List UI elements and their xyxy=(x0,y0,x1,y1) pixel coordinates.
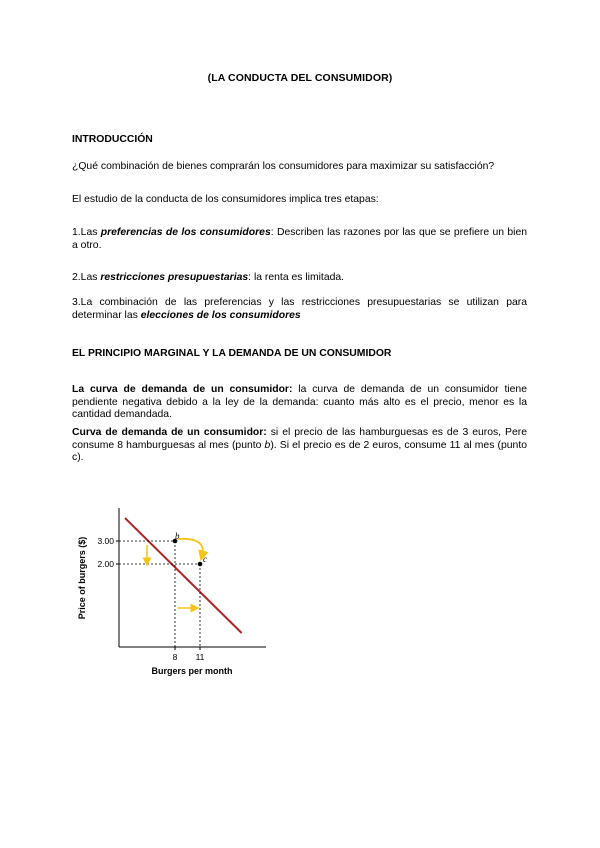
y-tick-label: 3.00 xyxy=(97,536,114,546)
para2-text1: si el precio de las hamburguesas es de 3 euros, Pere consume 8 hamburguesas al mes (punto xyxy=(72,427,527,451)
paragraph-demand-curve xyxy=(72,384,527,422)
item1-rest: : Describen las razones por las que se prefiere un bien a otro. xyxy=(72,227,528,251)
demand-chart xyxy=(70,500,270,685)
x-tick-label: 11 xyxy=(195,652,205,662)
y-axis-label: Price of burgers ($) xyxy=(77,536,87,620)
item2-prefix: 2.Las xyxy=(72,272,101,283)
item1-prefix: 1.Las xyxy=(72,227,101,238)
list-item-3 xyxy=(72,297,527,322)
item1-term: preferencias de los consumidores xyxy=(100,227,271,238)
para1-text: la curva de demanda de un consumidor tiene pendiente negativa debido a la ley de la demanda: cuanto más alto es el precio, menor es la cantidad demandada. xyxy=(72,384,527,420)
list-item-2 xyxy=(72,272,527,285)
section2-heading: EL PRINCIPIO MARGINAL Y LA DEMANDA DE UN CONSUMIDOR xyxy=(72,348,392,359)
item2-term: restricciones presupuestarias xyxy=(100,272,249,283)
point-label-b: b xyxy=(175,531,180,541)
y-tick-label: 2.00 xyxy=(97,559,114,569)
para2-text2: ). Si el precio es de 2 euros, consume 11 al mes (punto c). xyxy=(72,439,527,463)
item3-term: elecciones de los consumidores xyxy=(140,309,301,321)
page-title: (LA CONDUCTA DEL CONSUMIDOR) xyxy=(207,72,393,84)
para2-point-b: b xyxy=(264,439,271,451)
para1-label: La curva de demanda de un consumidor: xyxy=(72,384,293,395)
list-item-1 xyxy=(72,227,527,252)
x-axis-label: Burgers per month xyxy=(151,666,233,676)
item2-rest: : la renta es limitada. xyxy=(248,272,345,283)
demand-line xyxy=(125,518,242,633)
paragraph-example xyxy=(72,427,527,465)
movement-arrow xyxy=(178,539,203,556)
point-c xyxy=(198,562,203,567)
x-tick-label: 8 xyxy=(172,652,178,662)
intro-heading: INTRODUCCIÓN xyxy=(72,134,153,145)
para2-label: Curva de demanda de un consumidor: xyxy=(72,427,267,438)
item3-text: 3.La combinación de las preferencias y las restricciones presupuestarias se utilizan para determinar las xyxy=(72,297,527,321)
study-sentence: El estudio de la conducta de los consumidores implica tres etapas: xyxy=(72,194,379,205)
intro-question: ¿Qué combinación de bienes comprarán los consumidores para maximizar su satisfacción? xyxy=(72,161,495,172)
point-label-c: c xyxy=(203,554,207,564)
